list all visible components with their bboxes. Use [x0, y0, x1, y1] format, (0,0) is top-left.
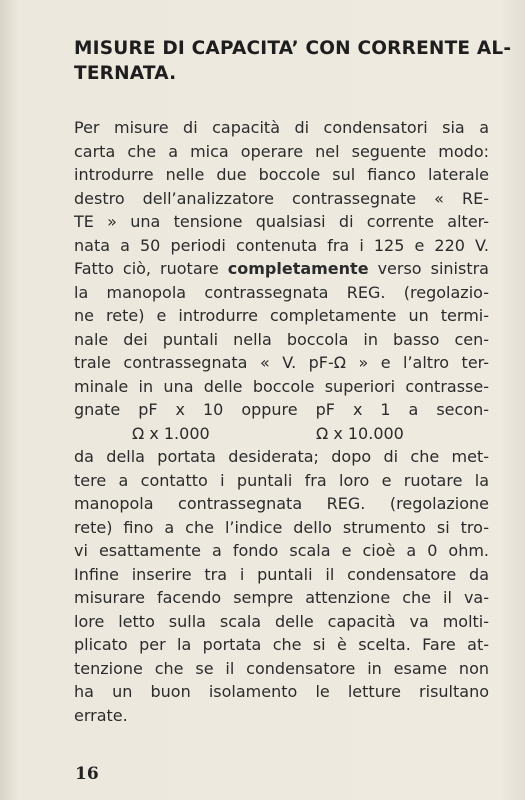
text-line: ne rete) e introdurre completamente un termi-: [74, 306, 489, 325]
body-text: [74, 116, 489, 727]
text-line: ha un buon isolamento le letture risultano: [74, 682, 489, 701]
text-line: Infine inserire tra i puntali il condensatore da: [74, 564, 489, 584]
text-line: misurare facendo sempre attenzione che il va-: [74, 588, 489, 607]
text-line: la manopola contrassegnata REG. (regolazio-: [74, 282, 489, 302]
text-line: manopola contrassegnata REG. (regolazione: [74, 494, 489, 513]
text-line: nata a 50 periodi contenuta fra i 125 e 220 V.: [74, 235, 489, 255]
text-segment: verso sinistra: [377, 259, 489, 278]
text-line: carta che a mica operare nel seguente modo:: [74, 141, 489, 161]
text-line: TE » una tensione qualsiasi di corrente alter-: [74, 212, 489, 231]
heading-line-1: MISURE DI CAPACITA’ CON CORRENTE AL-: [74, 38, 512, 59]
text-line: minale in una delle boccole superiori contrasse-: [74, 376, 489, 396]
text-line: Per misure di capacità di condensatori sia a: [74, 118, 489, 137]
text-line: trale contrassegnata « V. pF-Ω » e l’altro ter-: [74, 353, 489, 372]
text-line: gnate pF x 10 oppure pF x 1 a secon-: [74, 400, 489, 419]
page-number: 16: [75, 764, 99, 784]
section-heading: [74, 36, 512, 86]
text-line: tenzione che se il condensatore in esame non: [74, 658, 489, 678]
text-line: plicato per la portata che si è scelta. Fare at-: [74, 635, 489, 654]
text-line: vi esattamente a fondo scala e cioè a 0 ohm.: [74, 541, 489, 560]
text-line: errate.: [74, 705, 128, 725]
text-line: destro dell’analizzatore contrassegnate « RE-: [74, 188, 489, 208]
text-line: nale dei puntali nella boccola in basso cen-: [74, 329, 489, 349]
text-line: lore letto sulla scala delle capacità va molti-: [74, 611, 489, 631]
emphasized-word: completamente: [227, 259, 369, 278]
heading-line-2: TERNATA.: [74, 63, 177, 84]
text-line-with-bold: [74, 257, 489, 281]
range-label: Ω x 10.000: [316, 423, 404, 443]
range-labels-line: [74, 422, 489, 446]
text-line: rete) fino a che l’indice dello strumento si tro-: [74, 517, 489, 537]
text-line: da della portata desiderata; dopo di che met-: [74, 447, 489, 466]
range-label: Ω x 1.000: [132, 423, 210, 443]
text-line: introdurre nelle due boccole sul fianco laterale: [74, 165, 489, 184]
text-line: tere a contatto i puntali fra loro e ruotare la: [74, 470, 489, 490]
text-segment: Fatto ciò, ruotare: [74, 259, 219, 278]
